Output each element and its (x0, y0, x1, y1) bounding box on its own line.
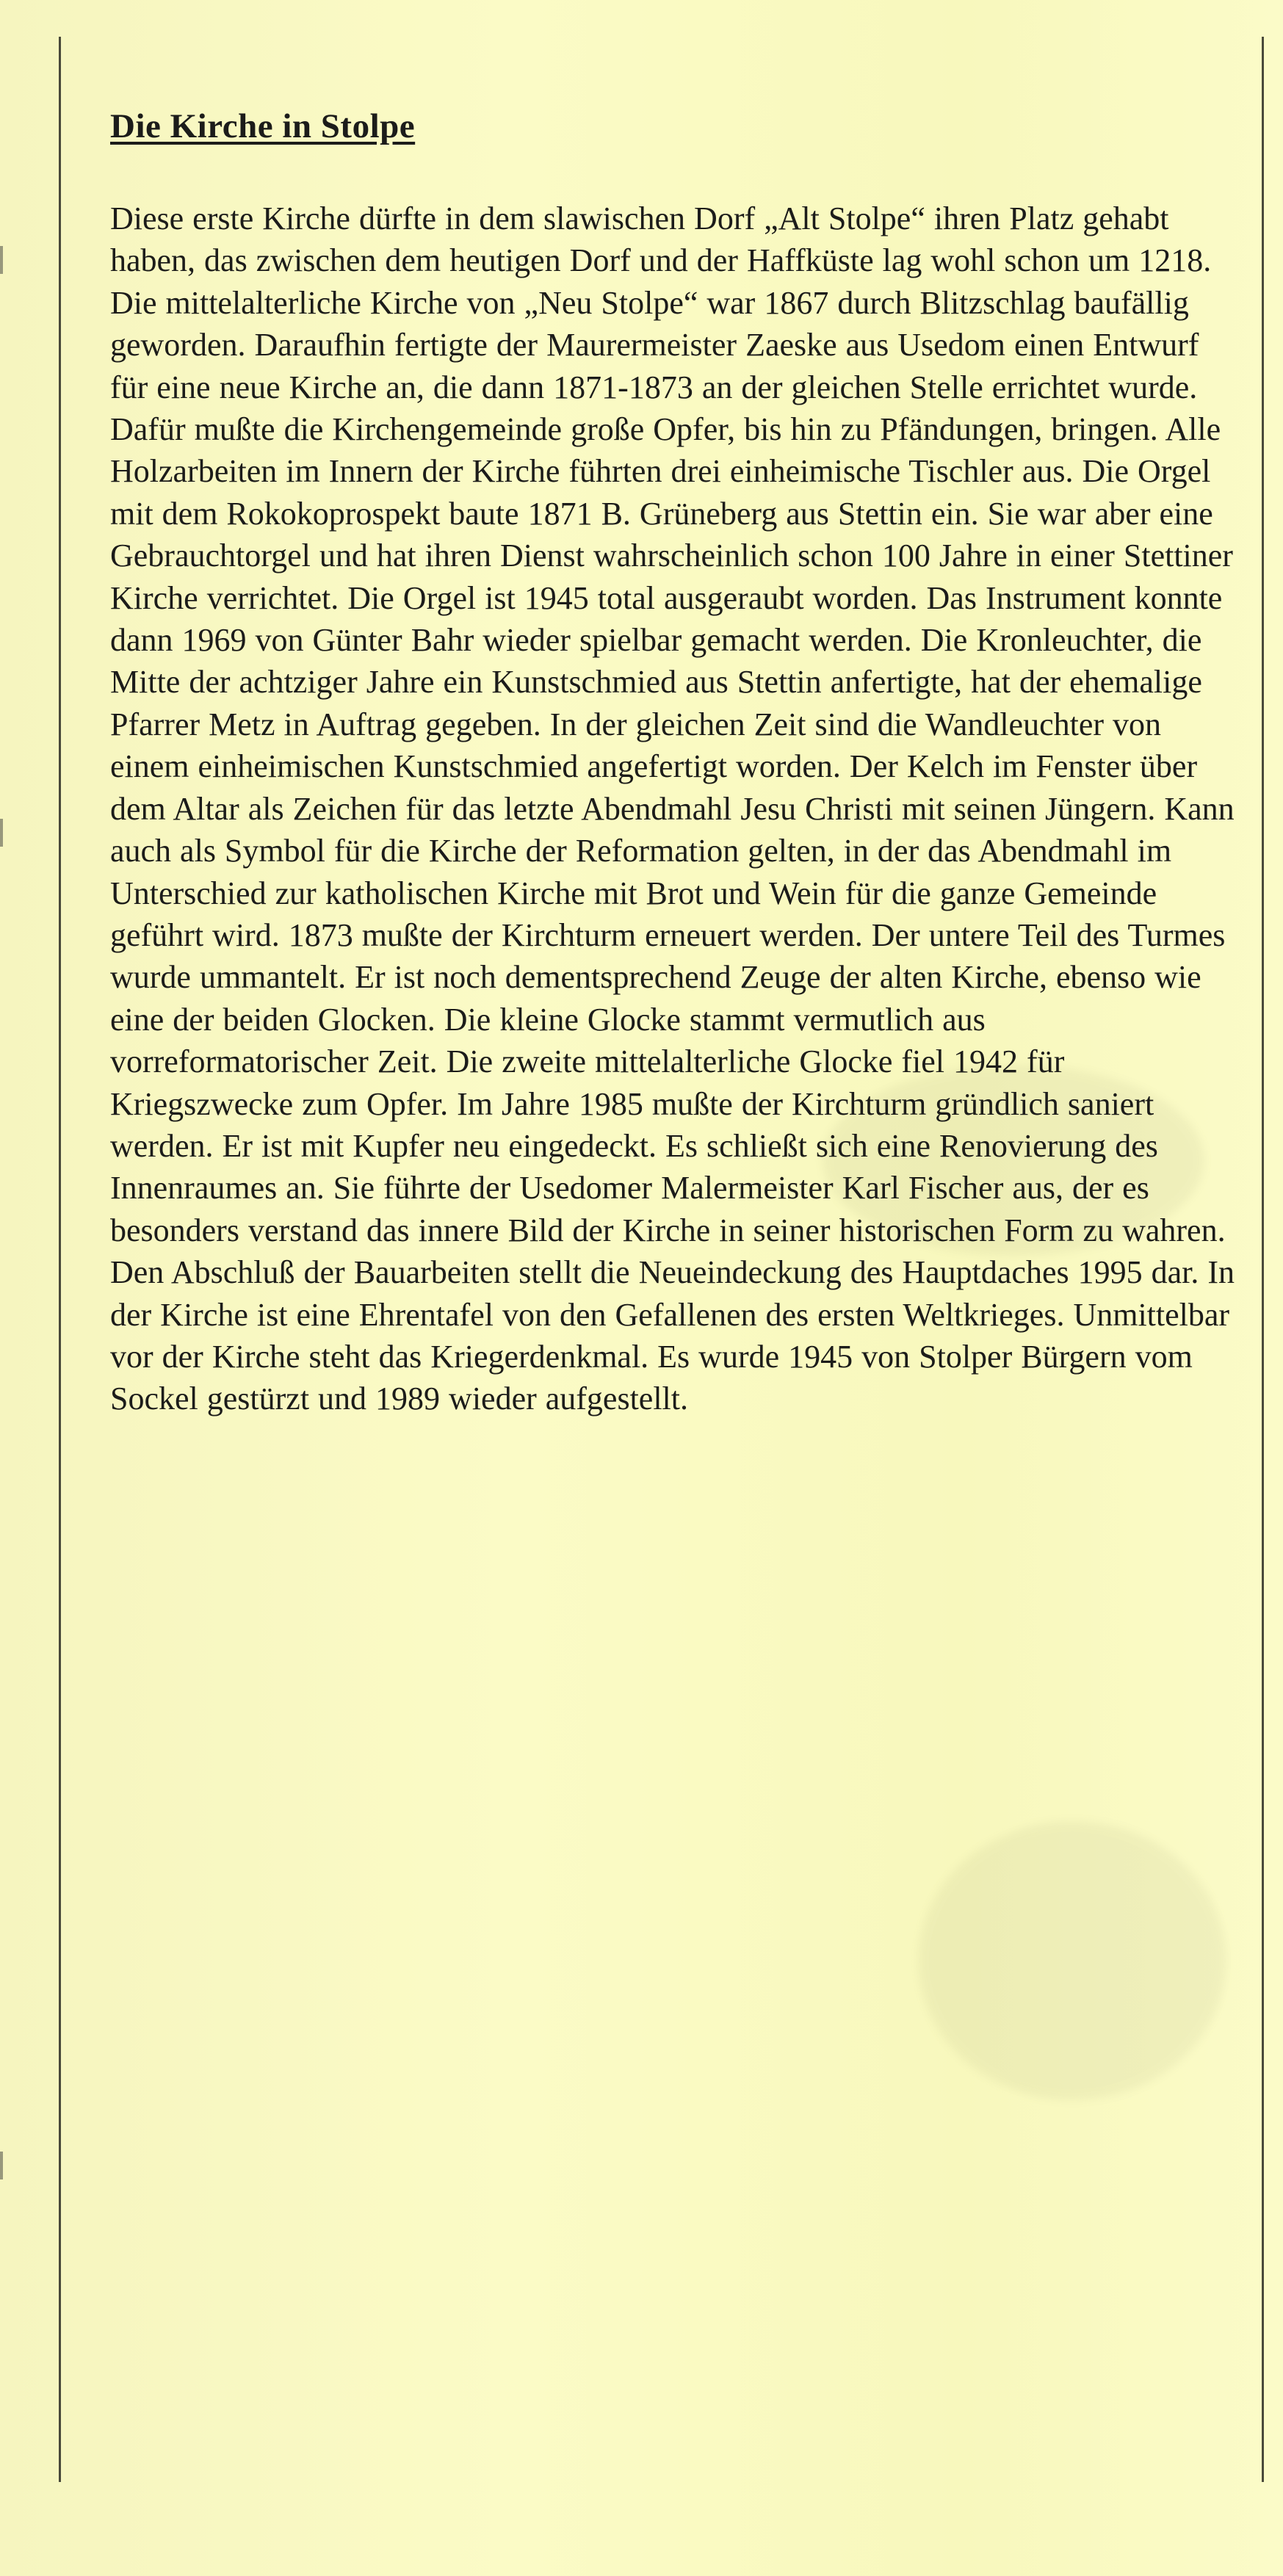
paper-stain (918, 1821, 1226, 2100)
page-title: Die Kirche in Stolpe (110, 107, 416, 145)
article (110, 106, 1241, 1420)
article-body: Diese erste Kirche dürfte in dem slawischen Dorf „Alt Stolpe“ ihren Platz gehabt haben, das zwischen dem heutigen Dorf und der Haffküste lag wohl schon um 1218. Die mittelalterliche Kirche von „Neu Stolpe“ war 1867 durch Blitzschlag baufällig geworden. Daraufhin fertigte der Maurermeister Zaeske aus Usedom einen Entwurf für eine neue Kirche an, die dann 1871-1873 an der gleichen Stelle errichtet wurde. Dafür mußte die Kirchengemeinde große Opfer, bis hin zu Pfändungen, bringen. Alle Holzarbeiten im Innern der Kirche führten drei einheimische Tischler aus. Die Orgel mit dem Rokokoprospekt baute 1871 B. Grüneberg aus Stettin ein. Sie war aber eine Gebrauchtorgel und hat ihren Dienst wahrscheinlich schon 100 Jahre in einer Stettiner Kirche verrichtet. Die Orgel ist 1945 total ausgeraubt worden. Das Instrument konnte dann 1969 von Günter Bahr wieder spielbar gemacht werden. Die Kronleuchter, die Mitte der achtziger Jahre ein Kunstschmied aus Stettin anfertigte, hat der ehemalige Pfarrer Metz in Auftrag gegeben. In der gleichen Zeit sind die Wandleuchter von einem einheimischen Kunstschmied angefertigt worden. Der Kelch im Fenster über dem Altar als Zeichen für das letzte Abendmahl Jesu Christi mit seinen Jüngern. Kann auch als Symbol für die Kirche der Reformation gelten, in der das Abendmahl im Unterschied zur katholischen Kirche mit Brot und Wein für die ganze Gemeinde geführt wird. 1873 mußte der Kirchturm erneuert werden. Der untere Teil des Turmes wurde ummantelt. Er ist noch dementsprechend Zeuge der alten Kirche, ebenso wie eine der beiden Glocken. Die kleine Glocke stammt vermutlich aus vorreformatorischer Zeit. Die zweite mittelalterliche Glocke fiel 1942 für Kriegszwecke zum Opfer. Im Jahre 1985 mußte der Kirchturm gründlich saniert werden. Er ist mit Kupfer neu eingedeckt. Es schließt sich eine Renovierung des Innenraumes an. Sie führte der Usedomer Malermeister Karl Fischer aus, der es besonders verstand das innere Bild der Kirche in seiner historischen Form zu wahren. Den Abschluß der Bauarbeiten stellt die Neueindeckung des Hauptdaches 1995 dar. In der Kirche ist eine Ehrentafel von den Gefallenen des ersten Weltkrieges. Unmittelbar vor der Kirche steht das Kriegerdenkmal. Es wurde 1945 von Stolper Bürgern vom Sockel gestürzt und 1989 wieder aufgestellt. (110, 200, 1235, 1417)
left-border-line (59, 37, 61, 2482)
margin-mark (0, 819, 15, 847)
right-border-line (1262, 37, 1264, 2482)
margin-mark (0, 246, 15, 274)
margin-mark (0, 2152, 15, 2179)
